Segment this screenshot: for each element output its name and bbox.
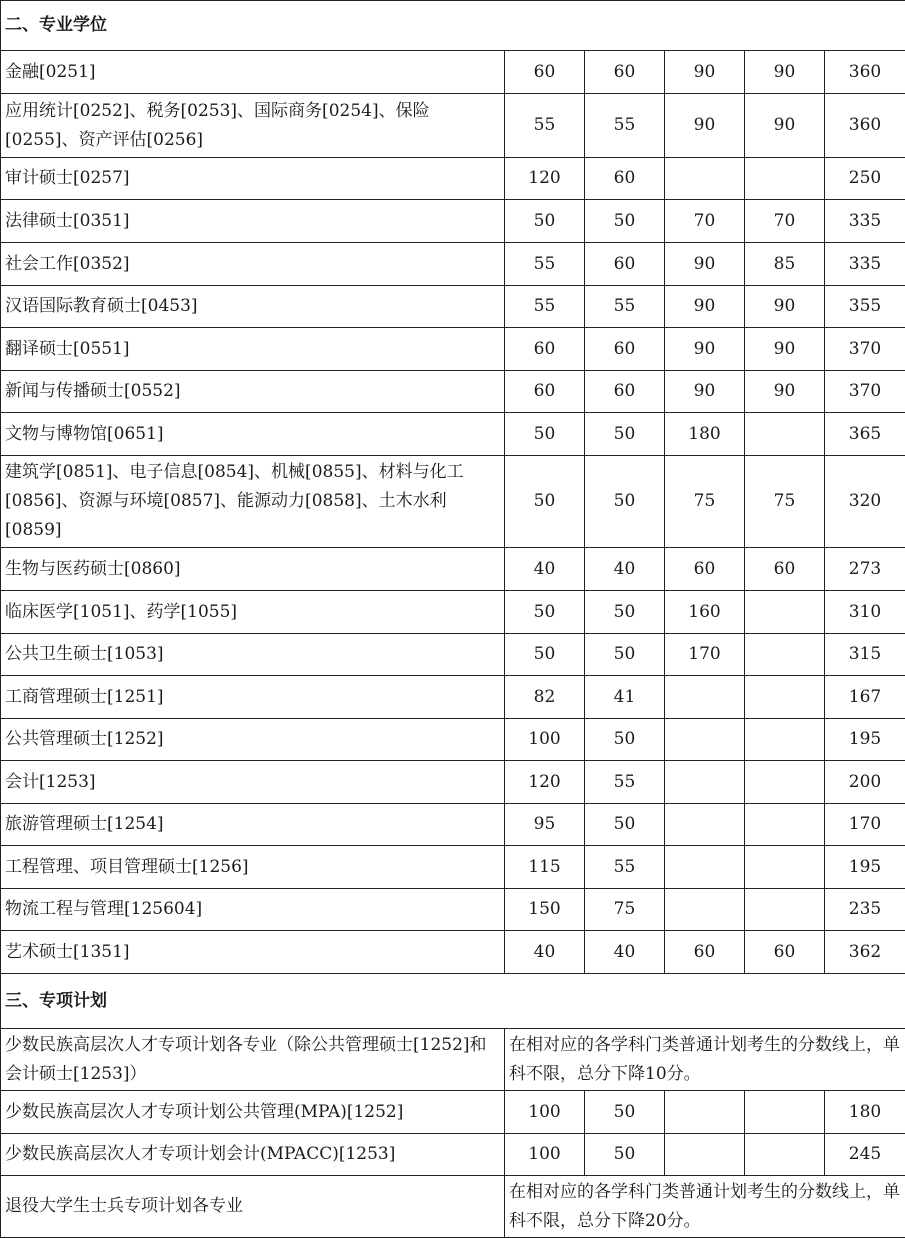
score-subject-1: 55 (505, 286, 585, 328)
table-row (1, 1176, 905, 1238)
score-total: 315 (825, 634, 905, 676)
program-name: 退役大学生士兵专项计划各专业 (1, 1176, 505, 1238)
table-row (1, 889, 905, 931)
table-row (1, 676, 905, 719)
score-subject-4: 60 (745, 931, 825, 974)
table-row (1, 634, 905, 676)
program-name: 少数民族高层次人才专项计划公共管理(MPA)[1252] (1, 1091, 505, 1134)
score-subject-2: 50 (585, 804, 665, 846)
score-subject-1: 40 (505, 931, 585, 974)
score-subject-1: 50 (505, 456, 585, 548)
score-subject-4 (745, 761, 825, 804)
program-name: 少数民族高层次人才专项计划各专业（除公共管理硕士[1252]和会计硕士[1253]） (1, 1029, 505, 1091)
score-subject-4 (745, 1134, 825, 1176)
score-subject-4 (745, 846, 825, 889)
program-name: 汉语国际教育硕士[0453] (1, 286, 505, 328)
score-total: 355 (825, 286, 905, 328)
score-subject-2: 55 (585, 761, 665, 804)
score-total: 370 (825, 371, 905, 413)
score-subject-1: 50 (505, 634, 585, 676)
score-subject-3: 60 (665, 548, 745, 591)
score-subject-3: 90 (665, 94, 745, 158)
program-name: 工商管理硕士[1251] (1, 676, 505, 719)
score-total: 170 (825, 804, 905, 846)
table-row (1, 804, 905, 846)
table-row (1, 94, 905, 158)
score-note: 在相对应的各学科门类普通计划考生的分数线上，单科不限，总分下降20分。 (505, 1176, 905, 1238)
table-row (1, 371, 905, 413)
program-name: 审计硕士[0257] (1, 158, 505, 200)
program-name: 新闻与传播硕士[0552] (1, 371, 505, 413)
score-subject-3: 160 (665, 591, 745, 634)
score-subject-1: 100 (505, 1134, 585, 1176)
score-subject-4: 90 (745, 94, 825, 158)
score-subject-3: 90 (665, 371, 745, 413)
table-row (1, 413, 905, 456)
score-subject-4: 70 (745, 200, 825, 243)
score-subject-4 (745, 591, 825, 634)
score-subject-2: 60 (585, 371, 665, 413)
score-subject-3 (665, 761, 745, 804)
score-total: 365 (825, 413, 905, 456)
score-subject-3 (665, 158, 745, 200)
score-total: 273 (825, 548, 905, 591)
section-title-professional-degree: 二、专业学位 (1, 1, 905, 51)
program-name: 生物与医药硕士[0860] (1, 548, 505, 591)
score-subject-3: 90 (665, 243, 745, 286)
score-subject-1: 60 (505, 371, 585, 413)
score-subject-1: 60 (505, 51, 585, 94)
score-subject-2: 50 (585, 719, 665, 761)
score-subject-2: 75 (585, 889, 665, 931)
score-subject-3 (665, 1134, 745, 1176)
score-subject-3 (665, 846, 745, 889)
section-header-row (1, 1, 905, 51)
score-subject-1: 100 (505, 1091, 585, 1134)
score-subject-2: 50 (585, 1091, 665, 1134)
score-subject-3: 60 (665, 931, 745, 974)
table-row (1, 51, 905, 94)
score-subject-4 (745, 634, 825, 676)
score-subject-2: 50 (585, 634, 665, 676)
score-subject-3 (665, 804, 745, 846)
score-subject-2: 50 (585, 1134, 665, 1176)
score-subject-1: 120 (505, 158, 585, 200)
score-total: 245 (825, 1134, 905, 1176)
table-row (1, 243, 905, 286)
program-name: 工程管理、项目管理硕士[1256] (1, 846, 505, 889)
score-subject-3: 90 (665, 328, 745, 371)
score-total: 310 (825, 591, 905, 634)
score-subject-1: 55 (505, 94, 585, 158)
score-subject-3 (665, 889, 745, 931)
score-total: 360 (825, 94, 905, 158)
score-subject-4 (745, 158, 825, 200)
score-subject-1: 50 (505, 413, 585, 456)
table-row (1, 1134, 905, 1176)
program-name: 公共管理硕士[1252] (1, 719, 505, 761)
table-row (1, 548, 905, 591)
score-subject-4 (745, 1091, 825, 1134)
score-subject-1: 115 (505, 846, 585, 889)
score-total: 180 (825, 1091, 905, 1134)
score-subject-4: 90 (745, 51, 825, 94)
program-name: 会计[1253] (1, 761, 505, 804)
score-subject-4: 90 (745, 328, 825, 371)
score-subject-1: 55 (505, 243, 585, 286)
score-subject-3: 180 (665, 413, 745, 456)
score-total: 335 (825, 243, 905, 286)
score-subject-1: 40 (505, 548, 585, 591)
score-subject-4 (745, 413, 825, 456)
table-row (1, 1091, 905, 1134)
score-subject-2: 60 (585, 328, 665, 371)
score-subject-3 (665, 676, 745, 719)
table-row (1, 200, 905, 243)
score-total: 235 (825, 889, 905, 931)
section-header-row (1, 974, 905, 1029)
score-subject-2: 40 (585, 931, 665, 974)
score-total: 370 (825, 328, 905, 371)
program-name: 翻译硕士[0551] (1, 328, 505, 371)
score-subject-2: 60 (585, 51, 665, 94)
score-subject-3 (665, 1091, 745, 1134)
table-row (1, 719, 905, 761)
program-name: 艺术硕士[1351] (1, 931, 505, 974)
score-total: 362 (825, 931, 905, 974)
score-total: 195 (825, 846, 905, 889)
program-name: 旅游管理硕士[1254] (1, 804, 505, 846)
score-subject-4 (745, 889, 825, 931)
score-note: 在相对应的各学科门类普通计划考生的分数线上，单科不限，总分下降10分。 (505, 1029, 905, 1091)
table-row (1, 328, 905, 371)
score-total: 195 (825, 719, 905, 761)
score-subject-1: 150 (505, 889, 585, 931)
score-subject-4 (745, 676, 825, 719)
score-subject-1: 50 (505, 591, 585, 634)
score-subject-2: 50 (585, 413, 665, 456)
score-subject-1: 50 (505, 200, 585, 243)
program-name: 金融[0251] (1, 51, 505, 94)
score-subject-4: 90 (745, 371, 825, 413)
program-name: 物流工程与管理[125604] (1, 889, 505, 931)
score-subject-3: 75 (665, 456, 745, 548)
score-subject-1: 120 (505, 761, 585, 804)
program-name: 少数民族高层次人才专项计划会计(MPACC)[1253] (1, 1134, 505, 1176)
program-name: 社会工作[0352] (1, 243, 505, 286)
table-row (1, 846, 905, 889)
score-subject-4: 85 (745, 243, 825, 286)
table-row (1, 286, 905, 328)
score-subject-3: 70 (665, 200, 745, 243)
score-total: 250 (825, 158, 905, 200)
program-name: 临床医学[1051]、药学[1055] (1, 591, 505, 634)
program-name: 应用统计[0252]、税务[0253]、国际商务[0254]、保险[0255]、资产评估[0256] (1, 94, 505, 158)
score-subject-1: 95 (505, 804, 585, 846)
score-subject-2: 50 (585, 591, 665, 634)
score-total: 320 (825, 456, 905, 548)
score-subject-1: 60 (505, 328, 585, 371)
score-subject-4 (745, 719, 825, 761)
table-row (1, 456, 905, 548)
table-row (1, 931, 905, 974)
score-total: 167 (825, 676, 905, 719)
score-subject-4: 60 (745, 548, 825, 591)
program-name: 文物与博物馆[0651] (1, 413, 505, 456)
score-subject-4 (745, 804, 825, 846)
score-subject-2: 60 (585, 243, 665, 286)
score-subject-2: 55 (585, 286, 665, 328)
table-row (1, 761, 905, 804)
table-row (1, 591, 905, 634)
score-table-body (1, 1, 905, 1238)
score-subject-2: 50 (585, 200, 665, 243)
section-title-special-plan: 三、专项计划 (1, 974, 905, 1029)
program-name: 建筑学[0851]、电子信息[0854]、机械[0855]、材料与化工[0856]、资源与环境[0857]、能源动力[0858]、土木水利[0859] (1, 456, 505, 548)
score-subject-2: 50 (585, 456, 665, 548)
score-subject-2: 55 (585, 846, 665, 889)
score-subject-2: 60 (585, 158, 665, 200)
score-subject-2: 41 (585, 676, 665, 719)
table-row (1, 158, 905, 200)
score-total: 360 (825, 51, 905, 94)
score-subject-4: 90 (745, 286, 825, 328)
program-name: 法律硕士[0351] (1, 200, 505, 243)
score-subject-3: 90 (665, 51, 745, 94)
score-subject-2: 40 (585, 548, 665, 591)
score-subject-4: 75 (745, 456, 825, 548)
score-subject-3: 170 (665, 634, 745, 676)
score-subject-3 (665, 719, 745, 761)
table-row (1, 1029, 905, 1091)
score-subject-1: 100 (505, 719, 585, 761)
program-name: 公共卫生硕士[1053] (1, 634, 505, 676)
score-subject-3: 90 (665, 286, 745, 328)
score-subject-2: 55 (585, 94, 665, 158)
score-subject-1: 82 (505, 676, 585, 719)
score-total: 335 (825, 200, 905, 243)
score-total: 200 (825, 761, 905, 804)
